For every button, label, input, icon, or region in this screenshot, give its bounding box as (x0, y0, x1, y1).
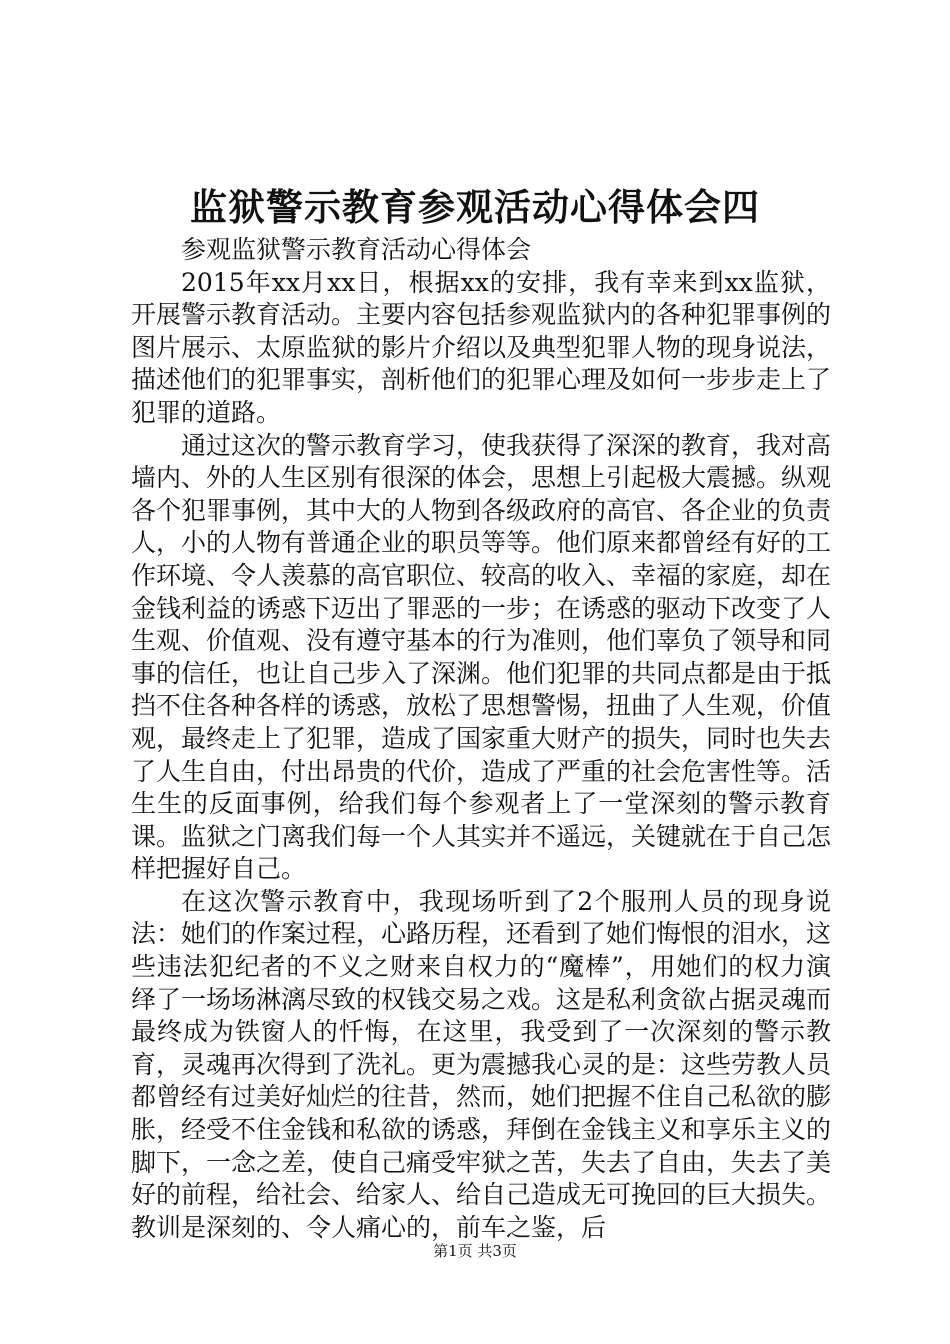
page-title: 监狱警示教育参观活动心得体会四 (190, 186, 760, 229)
body-paragraph: 在这次警示教育中，我现场听到了2个服刑人员的现身说法：她们的作案过程，心路历程，还看到了她们悔恨的泪水，这些违法犯纪者的不义之财来自权力的“魔棒”，用她们的权力演绎了一场场淋漓尽致的权钱交易之戏。这是私利贪欲占据灵魂而最终成为铁窗人的忏悔，在这里，我受到了一次深刻的警示教育，灵魂再次得到了洗礼。更为震撼我心灵的是：这些劳教人员都曾经有过美好灿烂的往昔，然而，她们把握不住自己私欲的膨胀，经受不住金钱和私欲的诱惑，拜倒在金钱主义和享乐主义的脚下，一念之差，使自己痛受牢狱之苦，失去了自由，失去了美好的前程，给社会、给家人、给自己造成无可挽回的巨大损失。教训是深刻的、令人痛心的，前车之鉴，后 (131, 886, 832, 1242)
body-paragraph: 通过这次的警示教育学习，使我获得了深深的教育，我对高墙内、外的人生区别有很深的体会，思想上引起极大震撼。纵观各个犯罪事例，其中大的人物到各级政府的高官、各企业的负责人，小的人物有普通企业的职员等等。他们原来都曾经有好的工作环境、令人羡慕的高官职位、较高的收入、幸福的家庭，却在金钱利益的诱惑下迈出了罪恶的一步；在诱惑的驱动下改变了人生观、价值观、没有遵守基本的行为准则，他们辜负了领导和同事的信任，也让自己步入了深渊。他们犯罪的共同点都是由于抵挡不住各种各样的诱惑，放松了思想警惕，扭曲了人生观，价值观，最终走上了犯罪，造成了国家重大财产的损失，同时也失去了人生自由，付出昂贵的代价，造成了严重的社会危害性等。活生生的反面事例，给我们每个参观者上了一堂深刻的警示教育课。监狱之门离我们每一个人其实并不遥远，关键就在于自己怎样把握好自己。 (131, 430, 832, 884)
subtitle-paragraph: 参观监狱警示教育活动心得体会 (181, 235, 532, 264)
page-footer: 第1页 共3页 (433, 1242, 517, 1260)
document-body (131, 234, 831, 1244)
body-paragraph: 2015年xx月xx日，根据xx的安排，我有幸来到xx监狱，开展警示教育活动。主要内容包括参观监狱内的各种犯罪事例的图片展示、太原监狱的影片介绍以及典型犯罪人物的现身说法，描述他们的犯罪事实，剖析他们的犯罪心理及如何一步步走上了犯罪的道路。 (131, 267, 832, 427)
